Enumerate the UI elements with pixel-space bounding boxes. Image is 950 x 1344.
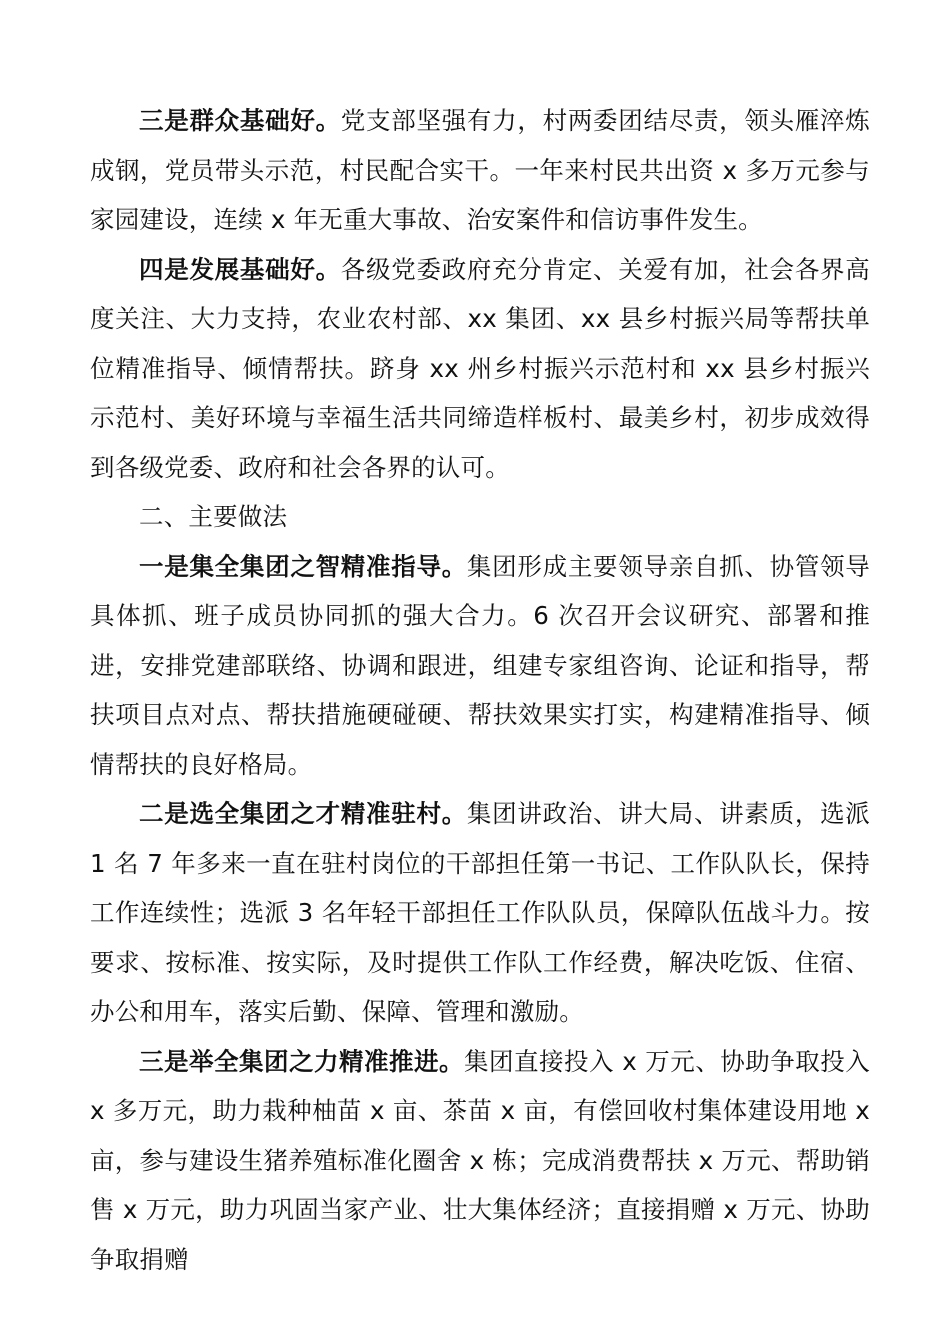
paragraph-precise-guidance	[90, 542, 870, 790]
paragraph-precise-promotion	[90, 1037, 870, 1285]
paragraph-text: 集团形成主要领导亲自抓、协管领导具体抓、班子成员协同抓的强大合力。6 次召开会议研究、部署和推进，安排党建部联络、协调和跟进，组建专家组咨询、论证和指导，帮扶项目点对点、帮扶措施硬碰硬、帮扶效果实打实，构建精准指导、倾情帮扶的良好格局。	[90, 551, 870, 779]
paragraph-text: 集团讲政治、讲大局、讲素质，选派 1 名 7 年多来一直在驻村岗位的干部担任第一书记、工作队队长，保持工作连续性；选派 3 名年轻干部担任工作队队员，保障队伍战斗力。按要求、按标准、按实际，及时提供工作队工作经费，解决吃饭、住宿、办公和用车，落实后勤、保障、管理和激励。	[90, 799, 870, 1026]
paragraph-lead: 三是举全集团之力精准推进。	[139, 1046, 464, 1076]
paragraph-lead: 三是群众基础好。	[139, 106, 341, 135]
paragraph-text: 各级党委政府充分肯定、关爱有加，社会各界高度关注、大力支持，农业农村部、xx 集团、xx 县乡村振兴局等帮扶单位精准指导、倾情帮扶。跻身 xx 州乡村振兴示范村和 xx 县乡村振兴示范村、美好环境与幸福生活共同缔造样板村、最美乡村，初步成效得到各级党委、政府和社会各界的认可。	[90, 254, 870, 482]
paragraph-text: 集团直接投入 x 万元、协助争取投入 x 多万元，助力栽种柚苗 x 亩、茶苗 x 亩，有偿回收村集体建设用地 x 亩，参与建设生猪养殖标准化圈舍 x 栋；完成消费帮扶 x 万元、帮助销售 x 万元，助力巩固当家产业、壮大集体经济；直接捐赠 x 万元、协助争取捐赠	[90, 1046, 870, 1274]
paragraph-precise-village-stationing	[90, 789, 870, 1037]
paragraph-lead: 二是选全集团之才精准驻村。	[139, 799, 467, 828]
paragraph-mass-foundation	[90, 96, 870, 245]
paragraph-lead: 四是发展基础好。	[139, 254, 341, 284]
document-body	[90, 96, 870, 1284]
paragraph-development-foundation	[90, 245, 870, 493]
paragraph-text: 党支部坚强有力，村两委团结尽责，领头雁淬炼成钢，党员带头示范，村民配合实干。一年来村民共出资 x 多万元参与家园建设，连续 x 年无重大事故、治安案件和信访事件发生。	[90, 106, 870, 234]
section-heading-main-practices	[90, 492, 870, 542]
section-heading-text: 二、主要做法	[139, 502, 288, 531]
paragraph-lead: 一是集全集团之智精准指导。	[139, 551, 467, 581]
